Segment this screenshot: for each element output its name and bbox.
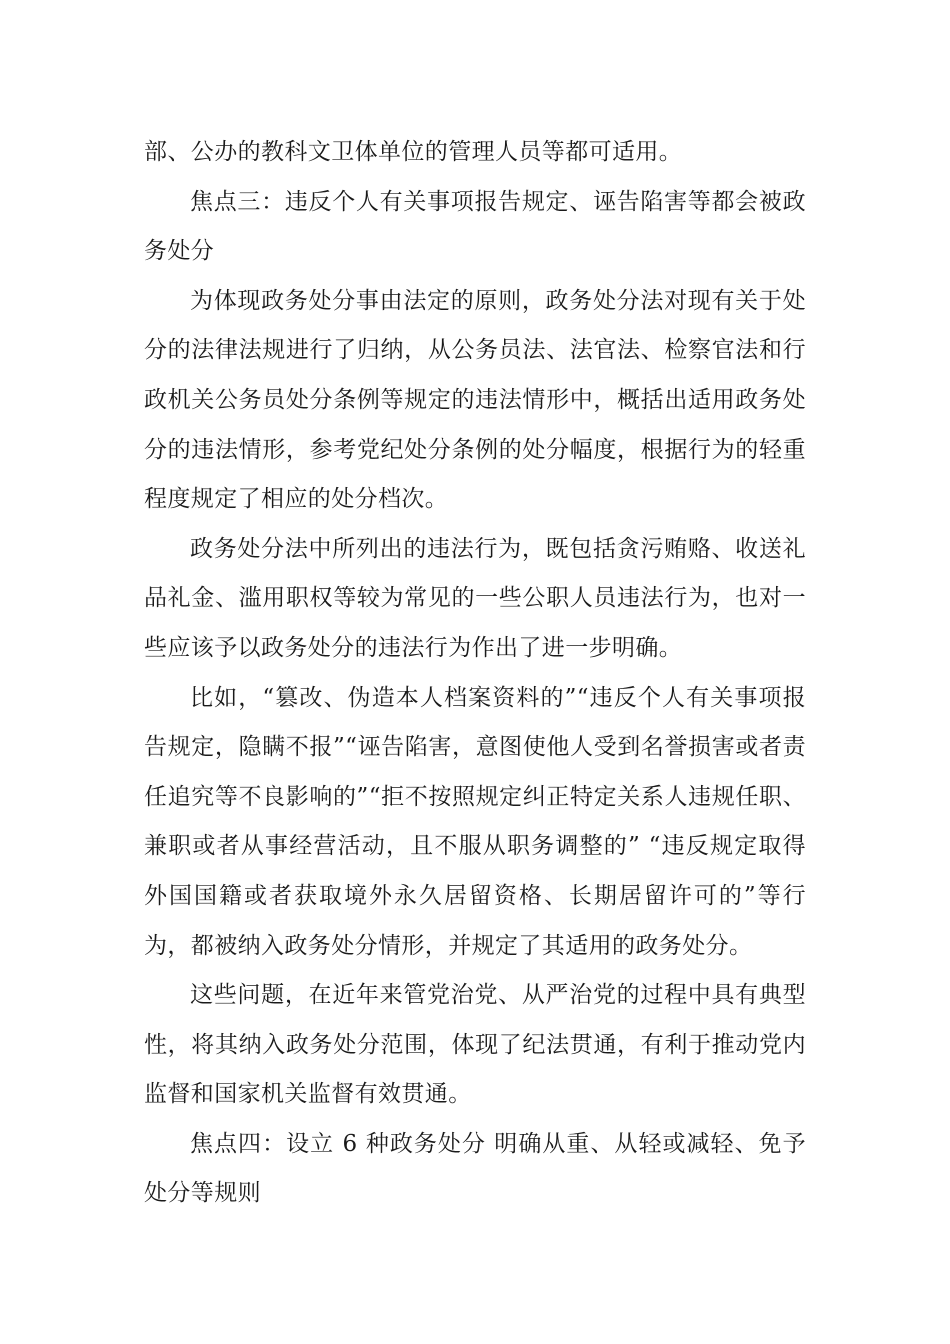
section-heading-focus-four: 焦点四：设立 6 种政务处分 明确从重、从轻或减轻、免予处分等规则	[144, 1130, 806, 1207]
paragraph-examples: 比如，“篡改、伪造本人档案资料的”“违反个人有关事项报告规定，隐瞒不报”“诬告陷害，意图使他人受到名誉损害或者责任追究等不良影响的”“拒不按照规定纠正特定关系人违规任职、兼职或者从事经营活动，且不服从职务调整的” “违反规定取得外国国籍或者获取境外永久居留资格、长期居留许可的”等行为，都被纳入政务处分情形，并规定了其适用的政务处分。	[144, 684, 806, 959]
paragraph-violations: 政务处分法中所列出的违法行为，既包括贪污贿赂、收送礼品礼金、滥用职权等较为常见的一些公职人员违法行为，也对一些应该予以政务处分的违法行为作出了进一步明确。	[144, 535, 806, 661]
paragraph-legal-basis: 为体现政务处分事由法定的原则，政务处分法对现有关于处分的法律法规进行了归纳，从公务员法、法官法、检察官法和行政机关公务员处分条例等规定的违法情形中，概括出适用政务处分的违法情形，参考党纪处分条例的处分幅度，根据行为的轻重程度规定了相应的处分档次。	[144, 287, 806, 513]
paragraph-significance: 这些问题，在近年来管党治党、从严治党的过程中具有典型性，将其纳入政务处分范围，体现了纪法贯通，有利于推动党内监督和国家机关监督有效贯通。	[144, 982, 806, 1108]
document-body	[144, 128, 806, 1219]
paragraph-continuation: 部、公办的教科文卫体单位的管理人员等都可适用。	[144, 139, 683, 165]
section-heading-focus-three: 焦点三：违反个人有关事项报告规定、诬告陷害等都会被政务处分	[144, 188, 806, 265]
